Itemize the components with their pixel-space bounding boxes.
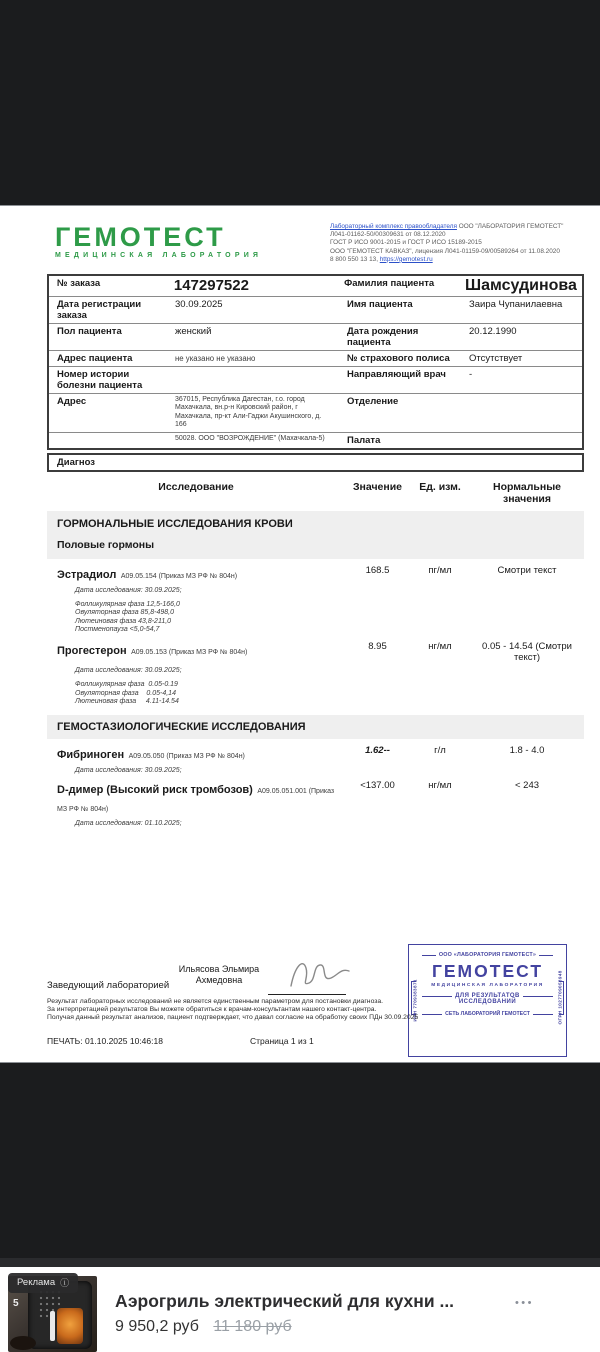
column-header-test: Исследование (158, 480, 234, 493)
test-name: Фибриноген (57, 748, 125, 761)
logo-wordmark: ГЕМОТЕСТ (55, 222, 226, 252)
disclaimer-text: Результат лабораторных исследований не является единственным параметром для постановки диагноза. За интерпретацией результатов Вы можете обратиться к врачам-консультантам нашего контакт-центра. Получая данный результат анализов, пациент подтверждает, что давал согласие на обработку своих ПДн 30.09.2025 (47, 998, 419, 1021)
legal-line-5: 8 800 550 13 13, https://gemotest.ru (330, 255, 433, 263)
sex-label: Пол пациента (57, 326, 122, 337)
legal-line-4: ООО "ГЕМОТЕСТ КАВКАЗ", лицензия Л041-01159-09/00589264 от 11.08.2020 (330, 247, 560, 255)
test-code: А09.05.050 (Приказ МЗ РФ № 804н) (128, 752, 245, 760)
stamp-purpose-1: ДЛЯ РЕЗУЛЬТАТОВ (455, 993, 520, 999)
table-row (49, 323, 582, 350)
test-norm: 0.05 - 14.54 (Смотри текст) (482, 641, 572, 663)
test-value-flagged: 1.62-- (365, 744, 390, 756)
test-unit: нг/мл (428, 641, 452, 652)
gemotest-logo (55, 224, 262, 259)
name-value: Заира Чупанилаевна (469, 299, 563, 310)
results-header-row (47, 477, 584, 511)
test-date: Дата исследования: 01.10.2025; (75, 819, 182, 827)
photo-number-overlay: 5 (13, 1298, 19, 1309)
history-number-label: Номер истории болезни пациента (57, 369, 143, 391)
order-number-label: № заказа (57, 278, 101, 289)
surname-label: Фамилия пациента (344, 278, 435, 289)
test-name: Прогестерон (57, 645, 127, 657)
policy-label: № страхового полиса (347, 353, 450, 364)
info-icon: ⓘ (60, 1278, 70, 1288)
patient-address-value: не указано не указано (175, 354, 256, 363)
table-row (49, 350, 582, 366)
order-number-value: 147297522 (173, 277, 249, 294)
page-number: Страница 1 из 1 (250, 1036, 314, 1046)
reg-date-label: Дата регистрации заказа (57, 299, 142, 321)
gemotest-url-link[interactable]: https://gemotest.ru (379, 255, 433, 263)
photo-prop (10, 1336, 36, 1350)
signature-underline (268, 994, 346, 995)
reference-notes: Фолликулярная фаза 12,5-166,0 Овуляторная фаза 85,8-498,0 Лютеиновая фаза 43,8-211,0 Постменопауза <5,0-54,7 (75, 600, 180, 634)
airfryer-handle (50, 1311, 55, 1341)
ad-prices (115, 1318, 292, 1336)
stamp-subtitle: МЕДИЦИНСКАЯ ЛАБОРАТОРИЯ (431, 983, 544, 988)
clinic-value: 50028. ООО "ВОЗРОЖДЕНИЕ" (Махачкала-5) (175, 434, 325, 442)
test-code: А09.05.154 (Приказ МЗ РФ № 804н) (120, 572, 238, 580)
lab-head-title: Заведующий лабораторией (47, 980, 170, 991)
ad-label-badge[interactable] (8, 1273, 78, 1293)
patient-info-table (47, 274, 584, 450)
test-name: Эстрадиол (57, 568, 117, 581)
test-row-progesterone (47, 641, 584, 707)
ad-old-price: 11 180 руб (213, 1318, 292, 1335)
surname-value: Шамсудинова (464, 277, 577, 294)
test-date: Дата исследования: 30.09.2025; (75, 667, 182, 674)
lab-report-page (0, 205, 600, 1063)
test-code: А09.05.051.001 (Приказ МЗ РФ № 804н) (57, 787, 335, 813)
department-label: Отделение (347, 396, 399, 407)
column-header-norm: Нормальные значения (492, 480, 561, 505)
department-value (461, 394, 582, 398)
test-date: Дата исследования: 30.09.2025; (75, 766, 182, 774)
test-row-estradiol (47, 565, 584, 635)
stamp-purpose-2: ИССЛЕДОВАНИЙ (458, 999, 517, 1005)
test-row-fibrinogen (47, 745, 584, 774)
ad-current-price: 9 950,2 руб (115, 1318, 199, 1335)
ward-label: Палата (347, 434, 381, 446)
patient-address-label: Адрес пациента (57, 353, 133, 364)
test-norm: 1.8 - 4.0 (509, 744, 545, 756)
column-header-unit: Ед. изм. (419, 480, 461, 493)
logo-subtitle: МЕДИЦИНСКАЯ ЛАБОРАТОРИЯ (55, 252, 263, 259)
sex-value: женский (175, 326, 212, 337)
section-hemostasis (47, 715, 584, 739)
test-unit: нг/мл (428, 779, 452, 791)
birthdate-value: 20.12.1990 (469, 326, 517, 337)
ad-label-text: Реклама (17, 1277, 56, 1288)
section-title: ГОРМОНАЛЬНЫЕ ИССЛЕДОВАНИЯ КРОВИ (57, 517, 293, 530)
section-hormones (47, 511, 584, 559)
reference-notes: Фолликулярная фаза 0.05-0.19 Овуляторная фаза 0.05-4,14 Лютеиновая фаза 4.11-14.54 (75, 681, 179, 706)
test-value: 168.5 (365, 564, 390, 576)
divider-strip (0, 1258, 600, 1267)
section-title: ГЕМОСТАЗИОЛОГИЧЕСКИЕ ИССЛЕДОВАНИЯ (57, 720, 306, 733)
stamp-wordmark: ГЕМОТЕСТ (431, 961, 544, 981)
test-row-d-dimer (47, 780, 584, 827)
table-row (49, 432, 582, 448)
policy-value: Отсутствует (469, 353, 523, 364)
airfryer-window (57, 1308, 83, 1344)
test-unit: пг/мл (428, 564, 452, 576)
test-value: 8.95 (368, 641, 387, 652)
test-norm: Смотри текст (497, 564, 557, 576)
legal-line-2: Л041-01162-50/00309631 от 08.12.2020 (330, 231, 446, 239)
stamp-ogrn: ОГРН 1027709058948 (557, 970, 563, 1025)
table-row (49, 393, 582, 432)
ward-value (461, 433, 582, 437)
test-norm: < 243 (514, 779, 540, 791)
test-value: <137.00 (360, 779, 395, 791)
print-info-row (47, 1036, 537, 1046)
column-header-value: Значение (352, 480, 403, 493)
test-unit: г/л (434, 744, 446, 756)
table-row (49, 296, 582, 323)
referring-doctor-value: - (469, 369, 473, 380)
legal-link[interactable]: Лабораторный комплекс правообладателя (330, 223, 457, 230)
test-name: D-димер (Высокий риск тромбозов) (57, 783, 253, 796)
history-number-value (167, 367, 339, 371)
legal-line-3: ГОСТ Р ИСО 9001-2015 и ГОСТ Р ИСО 15189-2015 (330, 239, 482, 247)
legal-header (330, 223, 588, 264)
ad-product-title[interactable]: Аэрогриль электрический для кухни ... (115, 1291, 455, 1311)
ad-banner[interactable] (0, 1267, 600, 1352)
diagnosis-box: Диагноз (47, 453, 584, 472)
table-row (49, 276, 582, 296)
reg-date-value: 30.09.2025 (175, 299, 223, 310)
lab-address-value: 367015, Республика Дагестан, г.о. город Махачкала, вн.р-н Кировский район, г Махачкала, пр-кт Али-Гаджи Акушинского, д. 166 (175, 396, 322, 429)
lab-address-label: Адрес (57, 396, 87, 407)
stamp-company: ООО «ЛАБОРАТОРИЯ ГЕМОТЕСТ» (438, 952, 537, 958)
empty-label (49, 433, 167, 437)
legal-line-1: Лабораторный комплекс правообладателя ООО "ЛАБОРАТОРИЯ ГЕМОТЕСТ" (330, 223, 564, 230)
lab-head-name: Ильясова Эльмира Ахмедовна (178, 964, 260, 985)
referring-doctor-label: Направляющий врач (347, 369, 446, 380)
ad-menu-button[interactable]: ••• (514, 1297, 534, 1309)
stamp-network: СЕТЬ ЛАБОРАТОРИЙ ГЕМОТЕСТ (445, 1011, 530, 1017)
table-row (49, 366, 582, 393)
stamp-inn: ИНН 7709383871 (412, 978, 418, 1021)
name-label: Имя пациента (347, 299, 413, 310)
birthdate-label: Дата рождения пациента (347, 326, 419, 348)
test-date: Дата исследования: 30.09.2025; (75, 586, 182, 594)
print-timestamp: ПЕЧАТЬ: 01.10.2025 10:46:18 (47, 1036, 163, 1046)
test-code: А09.05.153 (Приказ МЗ РФ № 804н) (131, 649, 248, 656)
section-subtitle: Половые гормоны (57, 538, 155, 551)
signature-icon (283, 954, 355, 996)
